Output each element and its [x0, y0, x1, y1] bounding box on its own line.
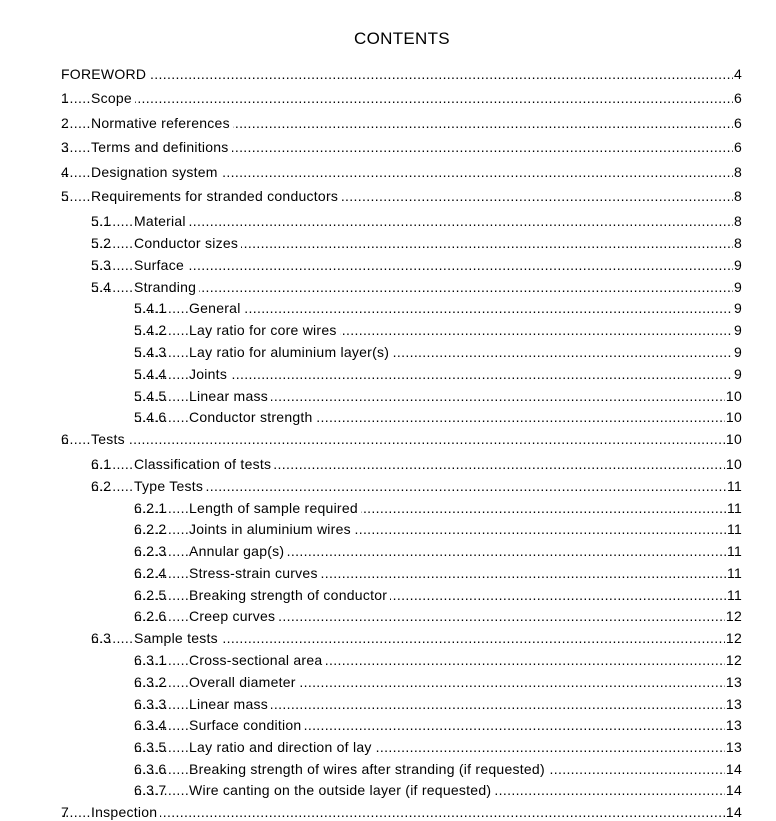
toc-entry[interactable] [134, 716, 742, 734]
toc-entry-title: Conductor sizes [134, 234, 241, 252]
toc-section-number: 6 [61, 431, 70, 447]
toc-entry-title: Breaking strength of wires after stranding (if requested) [189, 760, 548, 778]
toc-entry[interactable] [134, 586, 742, 604]
toc-leader [61, 89, 742, 107]
toc-entry[interactable] [91, 212, 742, 230]
toc-page-number: 12 [725, 630, 742, 646]
toc-section-number: 5.3 [91, 257, 112, 273]
toc-section-number: 5.4.4 [134, 366, 167, 382]
toc-section-number: 6.2.6 [134, 608, 167, 624]
toc-entry[interactable] [91, 455, 742, 473]
toc-entry-title: Lay ratio for aluminium layer(s) [189, 343, 392, 361]
toc-entry-title: Terms and definitions [91, 138, 232, 156]
toc-entry[interactable] [61, 89, 742, 107]
toc-section-number: 1 [61, 90, 70, 106]
toc-page-number: 14 [725, 804, 742, 820]
toc-page-number: 10 [725, 431, 742, 447]
toc-section-number: 5.4.1 [134, 300, 167, 316]
toc-section-number: 6.3.5 [134, 739, 167, 755]
toc-page-number: 11 [726, 521, 742, 537]
toc-page-number: 14 [725, 782, 742, 798]
toc-entry-title: Breaking strength of conductor [189, 586, 390, 604]
toc-page-number: 11 [726, 587, 742, 603]
toc-entry[interactable] [91, 278, 742, 296]
toc-entry[interactable] [61, 187, 742, 205]
toc-section-number: 6.2.2 [134, 521, 167, 537]
toc-entry-title: Material [134, 212, 189, 230]
toc-section-number: 5.4.5 [134, 388, 167, 404]
toc-leader [61, 803, 742, 821]
toc-entry[interactable] [61, 803, 742, 821]
toc-section-number: 6.3.2 [134, 674, 167, 690]
toc-entry-title: Linear mass [189, 387, 271, 405]
toc-section-number: 6.2 [91, 478, 112, 494]
toc-page-number: 9 [733, 279, 742, 295]
toc-entry-title: Linear mass [189, 695, 271, 713]
toc-page-number: 6 [733, 115, 742, 131]
toc-entry-title: Tests [91, 430, 128, 448]
toc-entry[interactable] [134, 299, 742, 317]
toc-section-number: 5.2 [91, 235, 112, 251]
toc-entry-title: Joints in aluminium wires [189, 520, 354, 538]
toc-section-number: 4 [61, 164, 70, 180]
toc-page-number: 13 [725, 674, 742, 690]
toc-entry-title: Normative references [91, 114, 233, 132]
toc-entry-title: Length of sample required [189, 499, 361, 517]
toc-page-number: 14 [725, 761, 742, 777]
toc-entry[interactable] [134, 738, 742, 756]
toc-entry[interactable] [134, 651, 742, 669]
toc-entry-title: Type Tests [134, 477, 206, 495]
toc-entry[interactable] [134, 365, 742, 383]
toc-page-number: 11 [726, 543, 742, 559]
toc-page-number: 12 [725, 652, 742, 668]
toc-page-number: 13 [725, 696, 742, 712]
toc-page-number: 9 [733, 300, 742, 316]
toc-section-number: 6.3.6 [134, 761, 167, 777]
toc-section-number: 6.1 [91, 456, 112, 472]
toc-section-number: 6.3.3 [134, 696, 167, 712]
toc-page-number: 9 [733, 257, 742, 273]
toc-entry-foreword[interactable] [61, 65, 742, 83]
toc-entry[interactable] [91, 629, 742, 647]
toc-page-number: 11 [726, 500, 742, 516]
toc-entry[interactable] [134, 760, 742, 778]
toc-entry[interactable] [61, 430, 742, 448]
toc-entry[interactable] [134, 781, 742, 799]
toc-entry-title: Classification of tests [134, 455, 274, 473]
toc-section-number: 3 [61, 139, 70, 155]
toc-section-number: 5.4 [91, 279, 112, 295]
toc-entry[interactable] [134, 607, 742, 625]
toc-section-number: 7 [61, 804, 70, 820]
toc-entry[interactable] [134, 343, 742, 361]
page-title: CONTENTS [354, 29, 450, 48]
toc-page-number: 8 [733, 235, 742, 251]
toc-page-number: 9 [733, 344, 742, 360]
toc-entry-title: Requirements for stranded conductors [91, 187, 341, 205]
toc-section-number: 6.3.4 [134, 717, 167, 733]
toc-page-number: 6 [733, 90, 742, 106]
toc-section-number: 6.2.1 [134, 500, 167, 516]
toc-entry-title: Annular gap(s) [189, 542, 287, 560]
toc-entry-title: FOREWORD [61, 65, 149, 83]
toc-entry-title: Cross-sectional area [189, 651, 325, 669]
toc-entry-title: Inspection [91, 803, 160, 821]
toc-section-number: 6.2.3 [134, 543, 167, 559]
toc-entry-title: Joints [189, 365, 230, 383]
toc-entry-title: Lay ratio and direction of lay [189, 738, 375, 756]
toc-entry-title: Stress-strain curves [189, 564, 321, 582]
toc-page-number: 10 [725, 456, 742, 472]
toc-page-number: 11 [726, 565, 742, 581]
toc-entry-title: Creep curves [189, 607, 278, 625]
toc-entry[interactable] [134, 564, 742, 582]
toc-entry-title: Wire canting on the outside layer (if requested) [189, 781, 494, 799]
toc-section-number: 6.3 [91, 630, 112, 646]
toc-entry-title: Lay ratio for core wires [189, 321, 340, 339]
toc-page-number: 9 [733, 322, 742, 338]
toc-page-number: 10 [725, 409, 742, 425]
toc-section-number: 2 [61, 115, 70, 131]
toc-entry-title: General [189, 299, 244, 317]
toc-section-number: 5.4.2 [134, 322, 167, 338]
toc-entry-title: Surface condition [189, 716, 304, 734]
toc-page-number: 13 [725, 717, 742, 733]
toc-page-number: 9 [733, 366, 742, 382]
toc-page-number: 8 [733, 164, 742, 180]
toc-entry[interactable] [134, 673, 742, 691]
toc-entry[interactable] [91, 234, 742, 252]
toc-entry[interactable] [61, 138, 742, 156]
toc-page-number: 11 [726, 478, 742, 494]
toc-section-number: 6.2.4 [134, 565, 167, 581]
toc-entry[interactable] [61, 114, 742, 132]
toc-leader [91, 256, 742, 274]
toc-section-number: 5.4.3 [134, 344, 167, 360]
toc-entry-title: Overall diameter [189, 673, 299, 691]
toc-leader [61, 430, 742, 448]
toc-entry[interactable] [134, 542, 742, 560]
toc-section-number: 5.1 [91, 213, 112, 229]
toc-section-number: 6.3.7 [134, 782, 167, 798]
toc-entry[interactable] [134, 520, 742, 538]
toc-page-number: 4 [733, 66, 742, 82]
toc-entry[interactable] [134, 695, 742, 713]
toc-entry-title: Stranding [134, 278, 199, 296]
toc-entry[interactable] [134, 321, 742, 339]
toc-section-number: 5 [61, 188, 70, 204]
toc-page-number: 6 [733, 139, 742, 155]
toc-entry-title: Surface [134, 256, 187, 274]
toc-entry-title: Conductor strength [189, 408, 316, 426]
toc-section-number: 5.4.6 [134, 409, 167, 425]
toc-page-number: 8 [733, 213, 742, 229]
toc-leader [61, 65, 742, 83]
toc-entry-title: Sample tests [134, 629, 221, 647]
toc-entry[interactable] [91, 256, 742, 274]
toc-page-number: 10 [725, 388, 742, 404]
toc-page-number: 13 [725, 739, 742, 755]
toc-section-number: 6.3.1 [134, 652, 167, 668]
toc-entry[interactable] [61, 163, 742, 181]
toc-entry-title: Scope [91, 89, 135, 107]
toc-section-number: 6.2.5 [134, 587, 167, 603]
toc-page-number: 8 [733, 188, 742, 204]
toc-page-number: 12 [725, 608, 742, 624]
toc-entry[interactable] [134, 387, 742, 405]
toc-entry-title: Designation system [91, 163, 221, 181]
toc-entry[interactable] [134, 408, 742, 426]
toc-entry[interactable] [91, 477, 742, 495]
toc-entry[interactable] [134, 499, 742, 517]
